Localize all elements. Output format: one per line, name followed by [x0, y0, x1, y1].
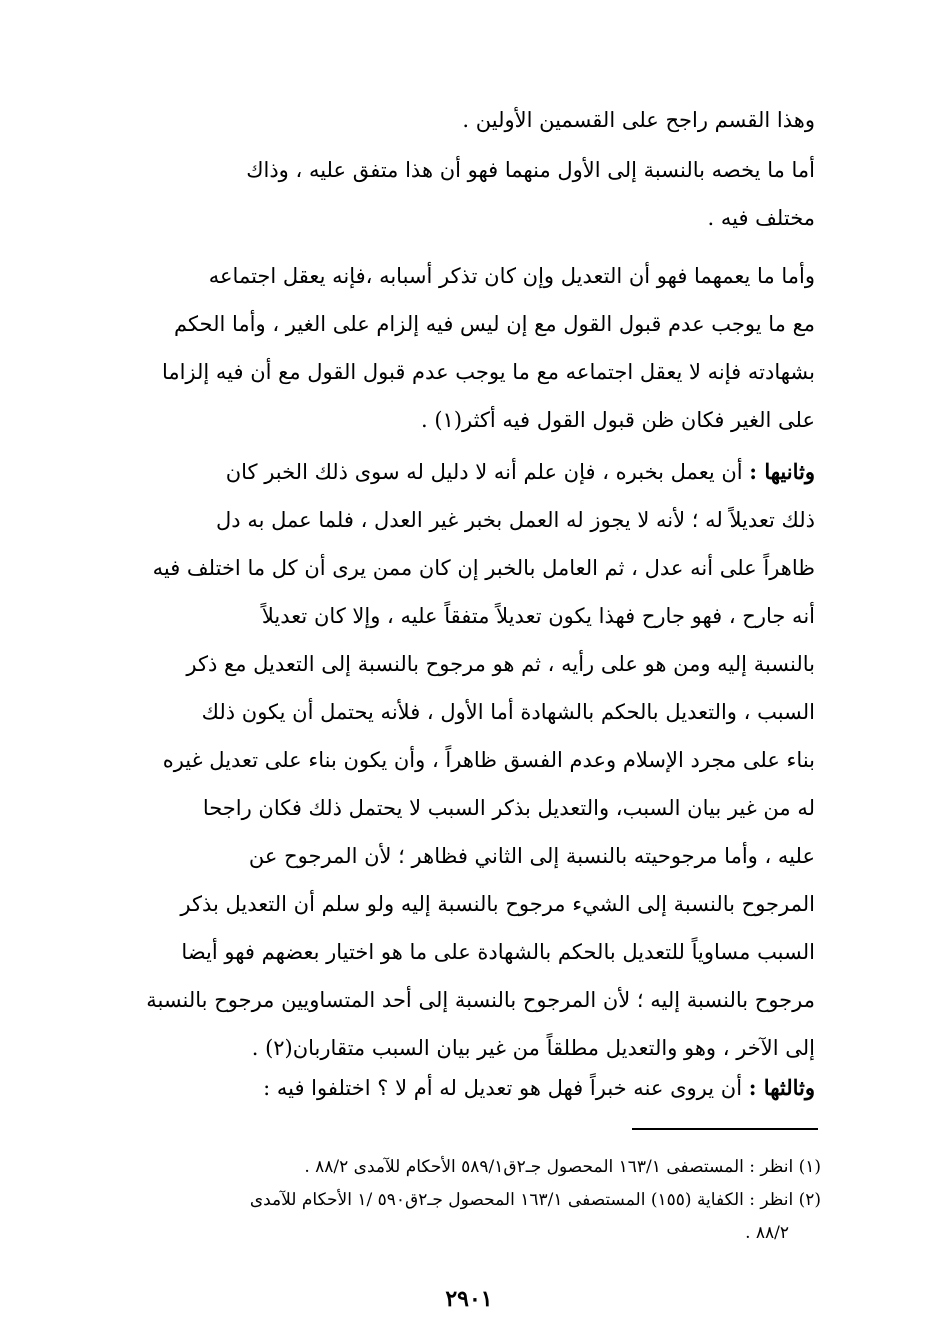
- text-line: له من غير بيان السبب، والتعديل بذكر السبب لا يحتمل ذلك فكان راجحا: [202, 796, 815, 820]
- text-line: وهذا القسم راجح على القسمين الأولين .: [462, 108, 815, 132]
- text-line: ذلك تعديلاً له ؛ لأنه لا يجوز له العمل بخبر غير العدل ، فلما عمل به دل: [216, 508, 815, 532]
- text-line: عليه ، وأما مرجوحيته بالنسبة إلى الثاني فظاهر ؛ لأن المرجوح عن: [248, 844, 815, 868]
- footnote-1: (١) انظر : المستصفى ١٦٣/١ المحصول جـ٢ق٥٨٩/١ الأحكام للآمدى ٨٨/٢ .: [304, 1157, 821, 1177]
- paragraph-4: [115, 448, 815, 1072]
- text-line: إلى الآخر ، وهو والتعديل مطلقاً من غير بيان السبب متقاربان(٢) .: [251, 1036, 815, 1060]
- footnotes: [105, 1151, 821, 1250]
- paragraph-3: [115, 252, 815, 444]
- text-line: على الغير فكان ظن قبول القول فيه أكثر(١) .: [420, 408, 815, 432]
- text-line: أنه جارح ، فهو جارح فهذا يكون تعديلاً متفقاً عليه ، وإلا كان تعديلاً: [261, 604, 815, 628]
- text-line: مختلف فيه .: [707, 206, 815, 230]
- text-line: ظاهراً على أنه عدل ، ثم العامل بالخبر إن كان ممن يرى أن كل ما اختلف فيه: [152, 556, 815, 580]
- text-line: المرجوح بالنسبة إلى الشيء مرجوح بالنسبة إليه ولو سلم أن التعديل بذكر: [180, 892, 815, 916]
- text-run: أن يروى عنه خبراً فهل هو تعديل له أم لا ؟ اختلفوا فيه :: [263, 1076, 749, 1100]
- footnote-2: (٢) انظر : الكفاية (١٥٥) المستصفى ١٦٣/١ المحصول جـ٢ق٥٩٠ /١ الأحكام للآمدى: [249, 1190, 821, 1210]
- text-line: [115, 448, 815, 496]
- text-run: أن يعمل بخبره ، فإن علم أنه لا دليل له سوى ذلك الخبر كان: [225, 460, 750, 484]
- paragraph-5: [115, 1064, 815, 1112]
- footnote-2-continuation: ٨٨/٢ .: [745, 1223, 789, 1243]
- text-line: [115, 1064, 815, 1112]
- text-line: أما ما يخصه بالنسبة إلى الأول منهما فهو أن هذا متفق عليه ، وذاك: [246, 158, 815, 182]
- paragraph-1: [115, 96, 815, 144]
- text-line: مرجوح بالنسبة إليه ؛ لأن المرجوح بالنسبة إلى أحد المتساويين مرجوح بالنسبة: [146, 988, 815, 1012]
- text-line: مع ما يوجب عدم قبول القول مع إن ليس فيه إلزام على الغير ، وأما الحكم: [173, 312, 815, 336]
- text-line: السبب ، والتعديل بالحكم بالشهادة أما الأول ، فلأنه يحتمل أن يكون ذلك: [201, 700, 815, 724]
- footnote-separator: [632, 1128, 818, 1130]
- text-line: بالنسبة إليه ومن هو على رأيه ، ثم هو مرجوح بالنسبة إلى التعديل مع ذكر: [186, 652, 815, 676]
- paragraph-2: [115, 146, 815, 242]
- section-heading-second: وثانيها :: [749, 459, 815, 484]
- page-number: ٢٩٠١: [445, 1286, 493, 1312]
- text-line: وأما ما يعمهما فهو أن التعديل وإن كان تذكر أسبابه ،فإنه يعقل اجتماعه: [208, 264, 815, 288]
- text-line: السبب مساوياً للتعديل بالحكم بالشهادة على ما هو اختيار بعضهم فهو أيضا: [181, 940, 815, 964]
- text-line: بناء على مجرد الإسلام وعدم الفسق ظاهراً ، وأن يكون بناء على تعديل غيره: [162, 748, 815, 772]
- section-heading-third: وثالثها :: [748, 1075, 815, 1100]
- text-line: بشهادته فإنه لا يعقل اجتماعه مع ما يوجب عدم قبول القول مع أن فيه إلزاما: [161, 360, 815, 384]
